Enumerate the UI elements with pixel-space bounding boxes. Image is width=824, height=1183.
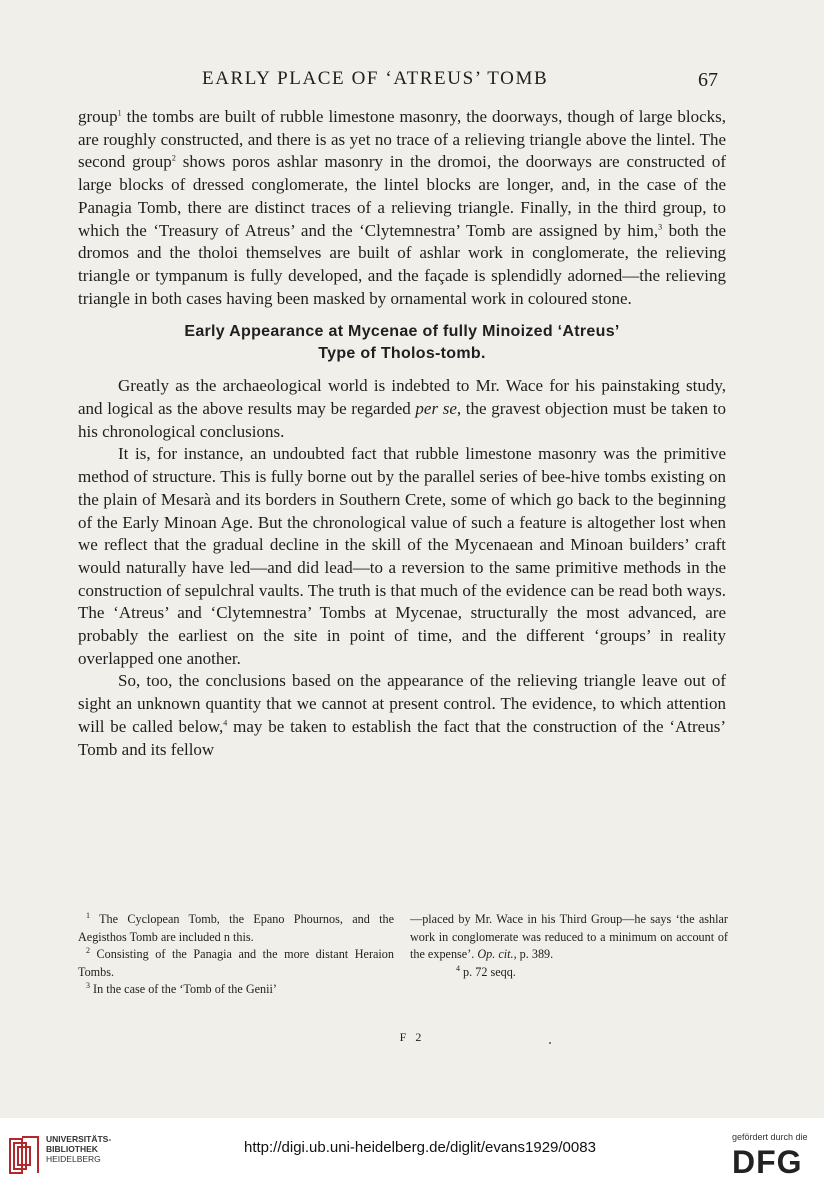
text-run: Greatly as the archaeological world is indebted to Mr. Wace for his painstaking study, and logical as the above results may be regarded — [78, 376, 726, 419]
signature-mark: F 2 — [399, 1030, 425, 1044]
footnotes-right-column — [410, 911, 728, 981]
text-run: shows poros ashlar masonry in the dromoi, the doorways are constructed of large blocks of dressed conglomerate, the lintel blocks are longer, and, in the case of the Panagia Tomb, there are distinct traces of a relieving triangle. Finally, in the third group, to which the ‘Treasury of Atreus’ and the ‘Clytemnestra’ Tomb are assigned by him, — [78, 152, 726, 240]
text-run: may be taken to establish the fact that the construction of the ‘Atreus’ Tomb and its fellow — [78, 716, 727, 759]
text-run: , the gravest objection must be taken to his chronological conclusions. — [78, 399, 727, 441]
library-name-line-1: UNIVERSITÄTS- — [46, 1134, 112, 1144]
footnote-text: The Cyclopean Tomb, the Epano Phournos, and the Aegisthos Tomb are included n this. — [78, 912, 394, 944]
section-heading — [78, 321, 726, 365]
text-run: both the dromos and the tholoi themselves are built of ashlar work in conglomerate, the relieving triangle or tympanum is fully developed, and the façade is splendidly adorned—the relieving triangle in both cases having been masked by ornamental work in coloured stone. — [78, 220, 726, 308]
page-number: 67 — [698, 69, 718, 91]
funding-note: gefördert durch die — [732, 1132, 808, 1142]
italic-phrase: per se — [415, 399, 457, 419]
section-heading-line-2: Type of Tholos-tomb. — [318, 345, 486, 363]
university-library-logo-icon — [8, 1133, 40, 1175]
footnote-mark: 4 — [456, 963, 460, 973]
library-name-line-3: HEIDELBERG — [46, 1154, 101, 1164]
library-name — [46, 1134, 111, 1164]
paragraph-4 — [78, 670, 726, 761]
footnote-ref-4: 4 — [223, 718, 228, 728]
footnote-ref-1: 1 — [117, 108, 122, 118]
viewer-footer — [0, 1118, 824, 1183]
paragraph-2 — [78, 375, 726, 443]
text-run: the tombs are built of rubble limestone masonry, the doorways, though of large blocks, are roughly constructed, and there is as yet no trace of a relieving triangle above the lintel. The second group — [78, 107, 726, 172]
footnote-mark: 3 — [86, 981, 90, 991]
library-name-line-2: BIBLIOTHEK — [46, 1144, 98, 1154]
footnote-2 — [78, 946, 394, 981]
paragraph-1 — [78, 106, 726, 310]
footnote-4 — [410, 964, 728, 982]
footnote-text: , p. 389. — [513, 947, 554, 962]
footnote-text: p. 72 seqq. — [460, 964, 516, 979]
running-title: EARLY PLACE OF ‘ATREUS’ TOMB — [202, 68, 549, 89]
speck — [549, 1042, 551, 1044]
footnote-3-continued — [410, 911, 728, 964]
footnote-ref-2: 2 — [171, 153, 176, 163]
footnote-text: In the case of the ‘Tomb of the Genii’ — [90, 982, 277, 997]
footnote-ref-3: 3 — [658, 221, 663, 231]
footnote-text: Consisting of the Panagia and the more distant Heraion Tombs. — [78, 947, 394, 979]
text-run: group — [78, 107, 118, 126]
footnotes-left-column — [78, 911, 394, 999]
body-text — [78, 106, 726, 761]
footnote-text: —placed by Mr. Wace in his Third Group—he says ‘the ashlar work in conglomerate was reduced to a minimum on account of the expense’. — [410, 912, 728, 962]
text-run: So, too, the conclusions based on the appearance of the relieving triangle leave out of sight an unknown quantity that we cannot at present control. The evidence, to which attention will be called below, — [78, 671, 726, 736]
footnote-mark: 2 — [86, 946, 90, 956]
footnote-mark: 1 — [86, 910, 90, 920]
footnote-1 — [78, 911, 394, 946]
dfg-logo: DFG — [732, 1144, 803, 1180]
section-heading-line-1: Early Appearance at Mycenae of fully Minoized ‘Atreus’ — [184, 323, 620, 341]
permalink-link[interactable]: http://digi.ub.uni-heidelberg.de/diglit/evans1929/0083 — [244, 1139, 596, 1156]
footnote-3 — [78, 981, 394, 999]
running-head — [0, 68, 824, 94]
italic-phrase: Op. cit. — [477, 947, 514, 962]
paragraph-3: It is, for instance, an undoubted fact that rubble limestone masonry was the primitive method of structure. This is fully borne out by the parallel series of bee-hive tombs existing on the plain of Mesarà and its borders in Southern Crete, some of which go back to the beginning of the Early Minoan Age. But the chronological value of such a feature is altogether lost when we reflect that the gradual decline in the skill of the Mycenaean and Minoan builders’ craft would naturally have led—and did lead—to a reversion to the same primitive methods in the construction of sepulchral vaults. The truth is that much of the evidence can be read both ways. The ‘Atreus’ and ‘Clytemnestra’ Tombs at Mycenae, structurally the most advanced, are probably the earliest on the site in point of time, and the different ‘groups’ in reality overlapped one another. — [78, 444, 726, 668]
